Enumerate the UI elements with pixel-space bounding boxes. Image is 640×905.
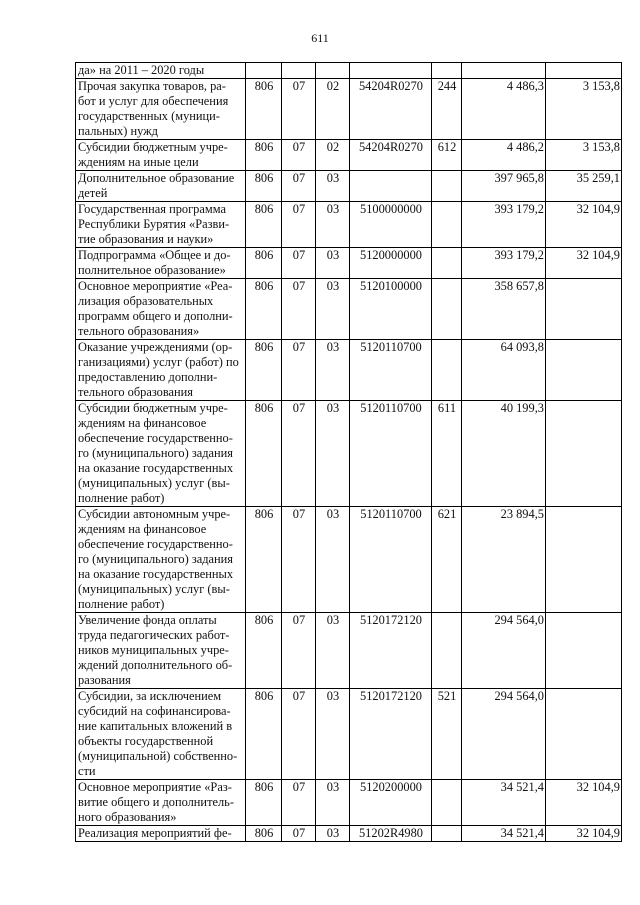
row-amount-total-cell: 34 521,4	[462, 826, 546, 842]
table-row	[76, 248, 622, 279]
row-name-cell	[76, 248, 246, 279]
row-amount-total-cell: 393 179,2	[462, 202, 546, 248]
row-expense-type-cell	[432, 613, 462, 689]
row-amount-federal-cell: 32 104,9	[546, 248, 622, 279]
row-name-text: Дополнительное образование детей	[78, 171, 235, 200]
row-amount-total-cell	[462, 63, 546, 79]
row-admin-code-cell: 806	[246, 79, 282, 140]
row-subsection-cell: 03	[316, 401, 350, 507]
row-subsection-cell: 03	[316, 171, 350, 202]
row-section-cell: 07	[282, 401, 316, 507]
row-target-article-cell: 5120100000	[350, 279, 432, 340]
row-amount-total-cell: 4 486,3	[462, 79, 546, 140]
row-expense-type-cell: 612	[432, 140, 462, 171]
row-amount-federal-cell: 35 259,1	[546, 171, 622, 202]
row-amount-federal-cell	[546, 63, 622, 79]
row-name-text: да» на 2011 – 2020 годы	[78, 63, 205, 77]
row-expense-type-cell	[432, 279, 462, 340]
row-amount-total-cell: 40 199,3	[462, 401, 546, 507]
row-target-article-cell: 5100000000	[350, 202, 432, 248]
row-target-article-cell	[350, 171, 432, 202]
row-expense-type-cell	[432, 171, 462, 202]
row-section-cell: 07	[282, 279, 316, 340]
table-row	[76, 780, 622, 826]
row-subsection-cell: 02	[316, 79, 350, 140]
row-name-cell	[76, 63, 246, 79]
table-row	[76, 140, 622, 171]
row-amount-federal-cell: 3 153,8	[546, 140, 622, 171]
row-name-cell	[76, 171, 246, 202]
row-amount-total-cell: 4 486,2	[462, 140, 546, 171]
row-name-cell	[76, 279, 246, 340]
row-section-cell: 07	[282, 140, 316, 171]
row-amount-total-cell: 358 657,8	[462, 279, 546, 340]
row-section-cell: 07	[282, 780, 316, 826]
row-admin-code-cell: 806	[246, 401, 282, 507]
row-expense-type-cell	[432, 340, 462, 401]
row-amount-federal-cell: 32 104,9	[546, 202, 622, 248]
row-name-text: Субсидии, за исключением субсидий на софинансирова- ние капитальных вложений в объекты государственной (муниципальной) собственно- сти	[78, 689, 238, 778]
table-row	[76, 202, 622, 248]
row-name-text: Основное мероприятие «Реа- лизация образовательных программ общего и дополни- тельного образования»	[78, 279, 233, 338]
row-admin-code-cell: 806	[246, 780, 282, 826]
table-row	[76, 507, 622, 613]
row-target-article-cell: 5120110700	[350, 507, 432, 613]
row-admin-code-cell: 806	[246, 689, 282, 780]
row-subsection-cell: 03	[316, 248, 350, 279]
table-row	[76, 826, 622, 842]
row-amount-total-cell: 23 894,5	[462, 507, 546, 613]
row-name-cell	[76, 780, 246, 826]
row-name-cell	[76, 507, 246, 613]
row-target-article-cell: 5120172120	[350, 689, 432, 780]
row-subsection-cell: 03	[316, 279, 350, 340]
row-name-text: Субсидии бюджетным учре- ждениям на иные цели	[78, 140, 228, 169]
row-admin-code-cell: 806	[246, 613, 282, 689]
row-section-cell: 07	[282, 613, 316, 689]
row-section-cell: 07	[282, 340, 316, 401]
table-row	[76, 340, 622, 401]
row-name-text: Реализация мероприятий фе-	[78, 826, 232, 840]
table-row	[76, 63, 622, 79]
row-section-cell: 07	[282, 689, 316, 780]
row-section-cell: 07	[282, 171, 316, 202]
row-name-cell	[76, 79, 246, 140]
row-amount-federal-cell	[546, 401, 622, 507]
row-section-cell: 07	[282, 79, 316, 140]
row-name-text: Оказание учреждениями (ор- ганизациями) услуг (работ) по предоставлению дополни- тельного образования	[78, 340, 239, 399]
row-admin-code-cell: 806	[246, 826, 282, 842]
row-subsection-cell: 02	[316, 140, 350, 171]
row-name-cell	[76, 826, 246, 842]
row-amount-total-cell: 64 093,8	[462, 340, 546, 401]
row-subsection-cell: 03	[316, 689, 350, 780]
row-expense-type-cell: 521	[432, 689, 462, 780]
row-section-cell	[282, 63, 316, 79]
row-admin-code-cell: 806	[246, 340, 282, 401]
row-subsection-cell: 03	[316, 780, 350, 826]
row-admin-code-cell	[246, 63, 282, 79]
table-row	[76, 689, 622, 780]
row-target-article-cell: 5120172120	[350, 613, 432, 689]
row-expense-type-cell	[432, 780, 462, 826]
row-expense-type-cell	[432, 202, 462, 248]
row-name-cell	[76, 340, 246, 401]
row-name-text: Подпрограмма «Общее и до- полнительное образование»	[78, 248, 231, 277]
row-subsection-cell: 03	[316, 507, 350, 613]
row-amount-federal-cell	[546, 279, 622, 340]
row-name-text: Субсидии бюджетным учре- ждениям на финансовое обеспечение государственно- го (муниципального) задания на оказание государственных (муниципальных) услуг (вы- полнение работ)	[78, 401, 234, 505]
row-amount-total-cell: 294 564,0	[462, 613, 546, 689]
row-amount-total-cell: 397 965,8	[462, 171, 546, 202]
row-target-article-cell: 5120000000	[350, 248, 432, 279]
row-subsection-cell: 03	[316, 202, 350, 248]
row-amount-federal-cell	[546, 613, 622, 689]
row-expense-type-cell: 611	[432, 401, 462, 507]
row-subsection-cell: 03	[316, 340, 350, 401]
row-target-article-cell: 54204R0270	[350, 79, 432, 140]
row-subsection-cell: 03	[316, 826, 350, 842]
row-expense-type-cell: 621	[432, 507, 462, 613]
row-admin-code-cell: 806	[246, 248, 282, 279]
row-admin-code-cell: 806	[246, 279, 282, 340]
row-amount-total-cell: 294 564,0	[462, 689, 546, 780]
budget-table-body	[76, 63, 622, 842]
row-target-article-cell	[350, 63, 432, 79]
row-expense-type-cell	[432, 63, 462, 79]
row-name-text: Прочая закупка товаров, ра- бот и услуг для обеспечения государственных (муници- пальных) нужд	[78, 79, 229, 138]
table-row	[76, 401, 622, 507]
budget-table	[75, 62, 622, 842]
row-name-cell	[76, 613, 246, 689]
row-name-cell	[76, 140, 246, 171]
row-admin-code-cell: 806	[246, 140, 282, 171]
row-name-cell	[76, 202, 246, 248]
row-admin-code-cell: 806	[246, 202, 282, 248]
row-admin-code-cell: 806	[246, 507, 282, 613]
row-target-article-cell: 5120110700	[350, 340, 432, 401]
row-section-cell: 07	[282, 507, 316, 613]
table-row	[76, 279, 622, 340]
row-section-cell: 07	[282, 248, 316, 279]
row-admin-code-cell: 806	[246, 171, 282, 202]
row-amount-federal-cell	[546, 507, 622, 613]
row-target-article-cell: 5120200000	[350, 780, 432, 826]
row-name-text: Основное мероприятие «Раз- витие общего и дополнитель- ного образования»	[78, 780, 234, 824]
row-expense-type-cell: 244	[432, 79, 462, 140]
row-target-article-cell: 5120110700	[350, 401, 432, 507]
row-name-cell	[76, 689, 246, 780]
table-row	[76, 79, 622, 140]
row-name-cell	[76, 401, 246, 507]
row-amount-federal-cell: 32 104,9	[546, 780, 622, 826]
row-name-text: Увеличение фонда оплаты труда педагогических работ- ников муниципальных учре- ждений дополнительного об- разования	[78, 613, 233, 687]
row-name-text: Государственная программа Республики Бурятия «Разви- тие образования и науки»	[78, 202, 230, 246]
row-subsection-cell	[316, 63, 350, 79]
row-amount-federal-cell: 3 153,8	[546, 79, 622, 140]
row-amount-federal-cell	[546, 340, 622, 401]
row-amount-total-cell: 34 521,4	[462, 780, 546, 826]
row-target-article-cell: 51202R4980	[350, 826, 432, 842]
table-row	[76, 613, 622, 689]
page-number: 611	[311, 31, 329, 45]
row-expense-type-cell	[432, 248, 462, 279]
row-target-article-cell: 54204R0270	[350, 140, 432, 171]
table-row	[76, 171, 622, 202]
row-section-cell: 07	[282, 826, 316, 842]
row-amount-total-cell: 393 179,2	[462, 248, 546, 279]
row-expense-type-cell	[432, 826, 462, 842]
row-section-cell: 07	[282, 202, 316, 248]
row-amount-federal-cell: 32 104,9	[546, 826, 622, 842]
row-amount-federal-cell	[546, 689, 622, 780]
row-name-text: Субсидии автономным учре- ждениям на финансовое обеспечение государственно- го (муниципального) задания на оказание государственных (муниципальных) услуг (вы- полнение работ)	[78, 507, 234, 611]
row-subsection-cell: 03	[316, 613, 350, 689]
